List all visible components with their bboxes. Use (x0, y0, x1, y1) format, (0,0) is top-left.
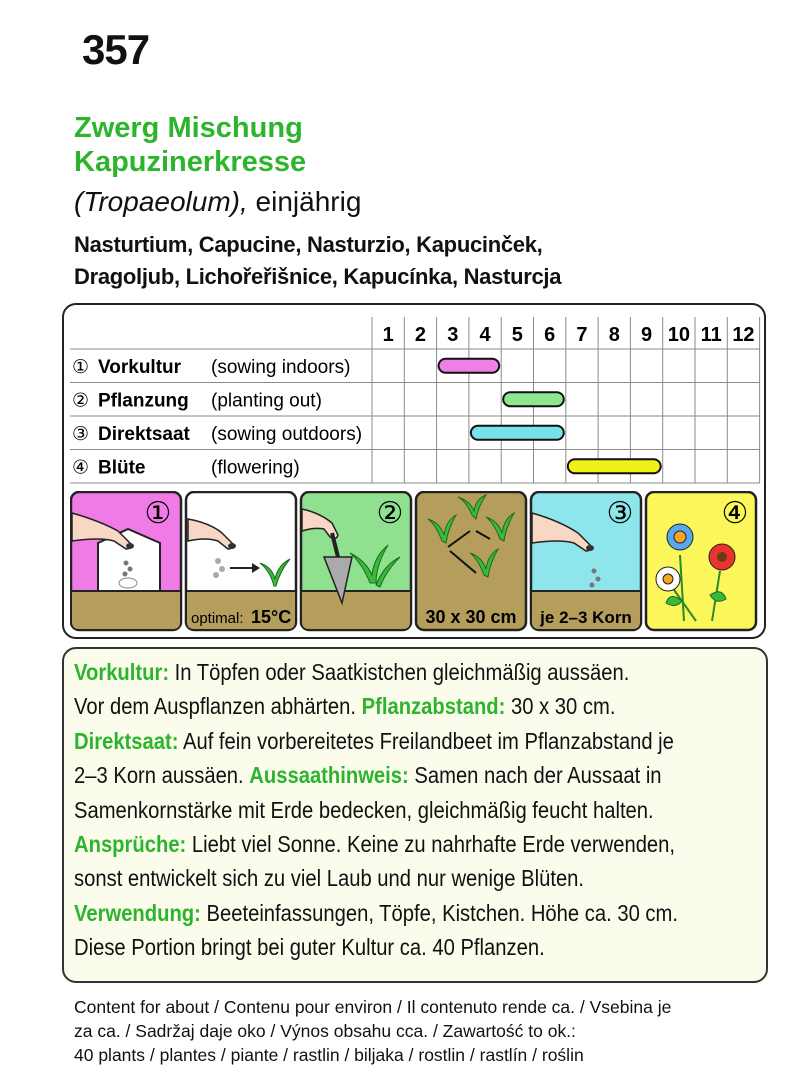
latin-name-line (74, 186, 361, 218)
info-line-4 (74, 758, 661, 792)
row-translation: (planting out) (211, 390, 322, 412)
period-bar (503, 392, 564, 406)
period-bar (568, 459, 661, 473)
seeds-per-spot-caption: je 2–3 Korn (540, 608, 632, 627)
text-plant-spacing: 30 x 30 cm. (505, 693, 616, 720)
title-variety: Zwerg Mischung (74, 112, 303, 144)
info-line-8 (74, 896, 678, 930)
info-line-6 (74, 827, 676, 861)
title-species: Kapuzinerkresse (74, 146, 307, 178)
month-label: 9 (640, 324, 653, 346)
row-label: Vorkultur (98, 356, 182, 378)
label-usage: Verwendung: (74, 899, 201, 926)
text-seeds-count: 2–3 Korn aussäen. (74, 762, 250, 789)
info-line-1 (74, 655, 661, 689)
annual-label: einjährig (255, 186, 362, 217)
pictogram-flowering (646, 492, 756, 630)
month-label: 11 (700, 324, 722, 346)
pictogram-3-number: ② (376, 496, 404, 531)
pictogram-5-number: ③ (606, 496, 634, 531)
text-yield: Diese Portion bringt bei guter Kultur ca. 40 Pflanzen. (74, 934, 545, 961)
calendar-grid (70, 315, 762, 485)
text-usage: Beeteinfassungen, Töpfe, Kistchen. Höhe ca. 30 cm. (200, 899, 678, 926)
text-requirements: Liebt viel Sonne. Keine zu nahrhafte Erde verwenden, (186, 831, 676, 858)
month-label: 7 (576, 324, 588, 346)
row-translation: (flowering) (211, 457, 300, 479)
month-label: 10 (667, 324, 690, 346)
sowing-calendar (62, 303, 766, 639)
period-bar (471, 426, 564, 440)
row-marker: ② (72, 390, 90, 412)
info-line-7 (74, 861, 661, 895)
spacing-caption: 30 x 30 cm (425, 607, 517, 627)
common-names-line1: Nasturtium, Capucine, Nasturzio, Kapucinček, (74, 232, 543, 257)
text-sowing-note-cont: Samenkornstärke mit Erde bedecken, gleichmäßig feucht halten. (74, 796, 654, 823)
info-line-5 (74, 793, 661, 827)
month-label: 8 (608, 324, 620, 346)
growing-instructions (62, 647, 768, 983)
row-label: Direktsaat (98, 423, 190, 445)
row-translation: (sowing indoors) (211, 356, 351, 378)
pictogram-planting-out (301, 492, 411, 630)
month-label: 3 (447, 324, 459, 346)
row-marker: ① (72, 356, 90, 378)
content-note-line1: Content for about / Contenu pour environ / Il contenuto rende ca. / Vsebina je (74, 997, 672, 1017)
period-bar (439, 359, 500, 373)
info-line-2 (74, 689, 661, 723)
row-marker: ③ (72, 423, 90, 445)
pictogram-direct-sowing (531, 492, 641, 630)
pictogram-6-number: ④ (721, 496, 749, 531)
latin-name: (Tropaeolum), (74, 186, 248, 217)
pictogram-germination (186, 492, 296, 630)
text-pre-cultivation: In Töpfen oder Saatkistchen gleichmäßig aussäen. (169, 659, 630, 685)
temperature-prefix: optimal: (191, 610, 244, 627)
row-marker: ④ (72, 457, 90, 479)
label-direct-sowing: Direktsaat: (74, 727, 179, 754)
product-number: 357 (82, 26, 150, 73)
text-direct-sowing: Auf fein vorbereitetes Freilandbeet im Pflanzabstand je (178, 727, 674, 754)
info-line-9 (74, 930, 661, 964)
label-requirements: Ansprüche: (74, 831, 187, 858)
pictogram-spacing (416, 492, 526, 630)
row-translation: (sowing outdoors) (211, 423, 363, 445)
text-sowing-note: Samen nach der Aussaat in (408, 762, 662, 789)
pictogram-1-number: ① (144, 496, 172, 531)
pictogram-indoor-sowing (71, 492, 181, 630)
month-label: 2 (414, 324, 427, 346)
common-names-line2: Dragoljub, Lichořeřišnice, Kapucínka, Nasturcja (74, 264, 562, 289)
month-label: 6 (544, 324, 556, 346)
info-line-3 (74, 724, 674, 758)
month-label: 1 (382, 324, 394, 346)
content-note-line3: 40 plants / plantes / piante / rastlin / biljaka / rostlin / rastlín / roślin (74, 1045, 584, 1065)
content-note-line2: za ca. / Sadržaj daje oko / Výnos obsahu cca. / Zawartość to ok.: (74, 1021, 576, 1041)
month-label: 12 (732, 324, 755, 346)
optimal-temperature: 15°C (251, 607, 292, 627)
text-requirements-cont: sonst entwickelt sich zu viel Laub und nur wenige Blüten. (74, 865, 585, 892)
month-label: 4 (479, 324, 491, 346)
label-sowing-note: Aussaathinweis: (249, 762, 409, 789)
month-label: 5 (511, 324, 523, 346)
text-hardening: Vor dem Auspflanzen abhärten. (74, 693, 362, 720)
pictogram-strip (70, 491, 762, 633)
content-note (74, 995, 774, 1067)
label-pre-cultivation: Vorkultur: (74, 659, 170, 685)
label-plant-spacing: Pflanzabstand: (361, 693, 506, 720)
row-label: Blüte (98, 457, 146, 479)
row-label: Pflanzung (98, 390, 189, 412)
